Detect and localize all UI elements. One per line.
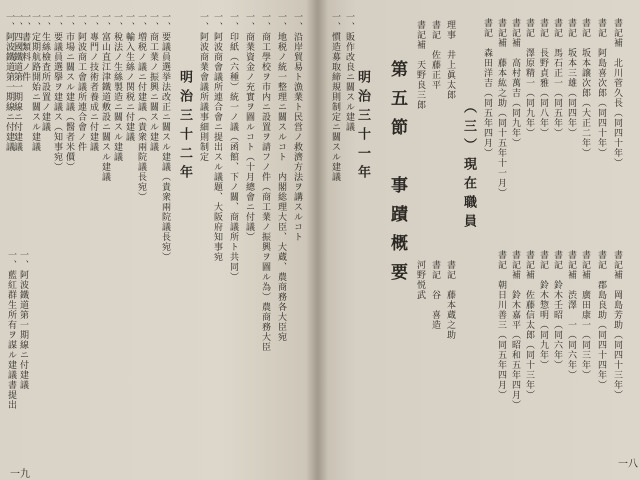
staff-history-col-7: 書記補 高村萬吉（同九年） [510,18,520,148]
staff-history-col-5: 書記 長野貞雅（同八年） [538,18,548,138]
staff-history-col-6: 書記 澤原精一（同九年） [524,18,534,138]
left-item-top-0: 一、沿岸貿易ト漁業ト民営ノ救濟方法ヲ講スルコト [292,12,302,242]
staff-history-lower-col-5: 書記 鈴木惣明（同九年） [538,250,548,370]
right-item-1: 一、慣造募取締規則制定ニ關スル建議 [330,12,340,182]
left-item-extra-1: 一、藍紅群生所有ヲ謀ル建議書提出 [6,250,16,410]
left-item-bottom-1: 一、商工業ノ振興ニ關スル建議 [148,12,158,152]
left-item-bottom-5: 一、富山直江津鐵道敷設ニ關スル建議 [100,12,110,182]
staff-history-col-2: 書記 坂本譲次郎（大正二年） [580,18,590,158]
left-item-bottom-10: 一、生絲檢査所設置ノ建議 [40,12,50,132]
staff-history-lower-col-6: 書記補 佐藤信太郎（同十三年） [524,250,534,400]
staff-history-col-3: 書記 坂本三雄（同四年） [566,18,576,138]
year-heading-right: 明治三十一年 [355,70,370,184]
left-item-top-5: 一、阿波商會議所連合會ニ提出スル議題、大阪府知事宛 [212,12,222,262]
left-item-bottom-3: 一、輸入生絲ノ関税ニ付建議 [124,12,134,142]
book-gutter [306,0,328,480]
staff-history-lower-col-4: 書記 鈴木壬昭（同六年） [552,250,562,370]
staff-history-col-1: 書記 阿島喜次郎（同四十年） [596,18,606,158]
left-item-top-2: 一、商工學校ヲ市内ニ設置ヲ請フノ件（商工業ノ振興ヲ圖ル為）農商務大臣 [260,12,270,352]
left-item-bottom-2: 一、増税ノ議ニ付建議（貴衆兩院議長宛） [136,12,146,202]
left-item-top-1: 一、地税ノ統一整理ニ關スルコト 内閣総理大臣、大蔵、農商務各大臣宛 [276,12,286,342]
current-staff-1: 書記 佐藤正平 [430,20,440,90]
current-staff-lower-0: 書記 藤本蔵之助 [445,260,455,340]
left-item-bottom-13: 一、四國鐵道第一期線ニ付建議 [12,12,22,152]
left-item-extra-0: 一、阿波鐵道第一期線ニ付建議 [18,250,28,390]
staff-history-lower-col-0: 書記補 岡島芳助（同四十三年） [612,250,622,400]
left-item-bottom-11: 一、定期航路開始ニ關スル建議 [30,12,40,152]
left-item-bottom-12: 一、書類料ノ件 [20,12,30,82]
left-item-top-4: 一、印紙（六種）統一ノ議（函館、下ノ關、商議所ト共同） [228,12,238,282]
staff-history-lower-col-2: 書記補 廣田康一（同三年） [580,250,590,380]
left-item-bottom-0: 一、要議員選挙法改正ニ關スル建議（貴衆兩院議長宛） [160,12,170,262]
left-item-bottom-6: 一、專門ノ技術者養成ニ付建議 [88,12,98,152]
current-staff-2: 書記補 天野良三郎 [415,20,425,110]
staff-history-col-4: 書記 馬石正一（同五年） [552,18,562,138]
left-item-bottom-8: 一、市場ニ關スル建議（醫者米價） [64,12,74,172]
left-item-bottom-7: 一、阿波商工會議所連合會ノ件 [76,12,86,152]
staff-history-lower-col-3: 書記補 渋澤 一（同六年） [566,250,576,380]
left-item-bottom-9: 一、要議員選擧ヲ建議ス（知事宛） [52,12,62,172]
left-item-top-6: 一、阿波商業會議所議事細則制定 [198,12,208,162]
left-item-top-3: 一、商業資金ノ充實ヲ圖ルコト（十月總會ニ付議） [244,12,254,242]
staff-history-col-0: 書記補 北川菅久長（同四十年） [612,18,622,168]
current-staff-lower-2: 河野悦武 [415,260,425,300]
staff-history-lower-col-1: 書記 郡島良助（同四十四年） [596,250,606,390]
left-item-bottom-14: 一、阿波鐵道第一期線ニ付建議 [4,12,14,152]
page-number-right: 一八 [618,459,638,470]
current-staff-heading: （三）現在職員 [461,100,476,233]
current-staff-0: 理事 井上眞太郎 [445,20,455,100]
staff-history-lower-col-7: 書記補 鈴木嘉平（昭和五年四月） [510,250,520,410]
staff-history-lower-col-8: 書記 朝日川善三（同五年四月） [496,250,506,400]
left-item-bottom-4: 一、稅法ノ生絲製造ニ關スル建議 [112,12,122,162]
section-title: 第五節 事蹟概要 [387,60,407,292]
staff-history-col-9: 書記 森田洋吉（同五年四月） [482,18,492,158]
year-heading-left: 明治三十二年 [177,70,192,184]
staff-history-col-8: 書記補 藤本紘之助（同十五年十一月） [496,18,506,198]
current-staff-lower-1: 書記 谷 喜造 [430,260,440,330]
right-item-0: 一、販作改良ニ關スル建議 [344,12,354,132]
page-number-left: 一九 [10,469,30,480]
